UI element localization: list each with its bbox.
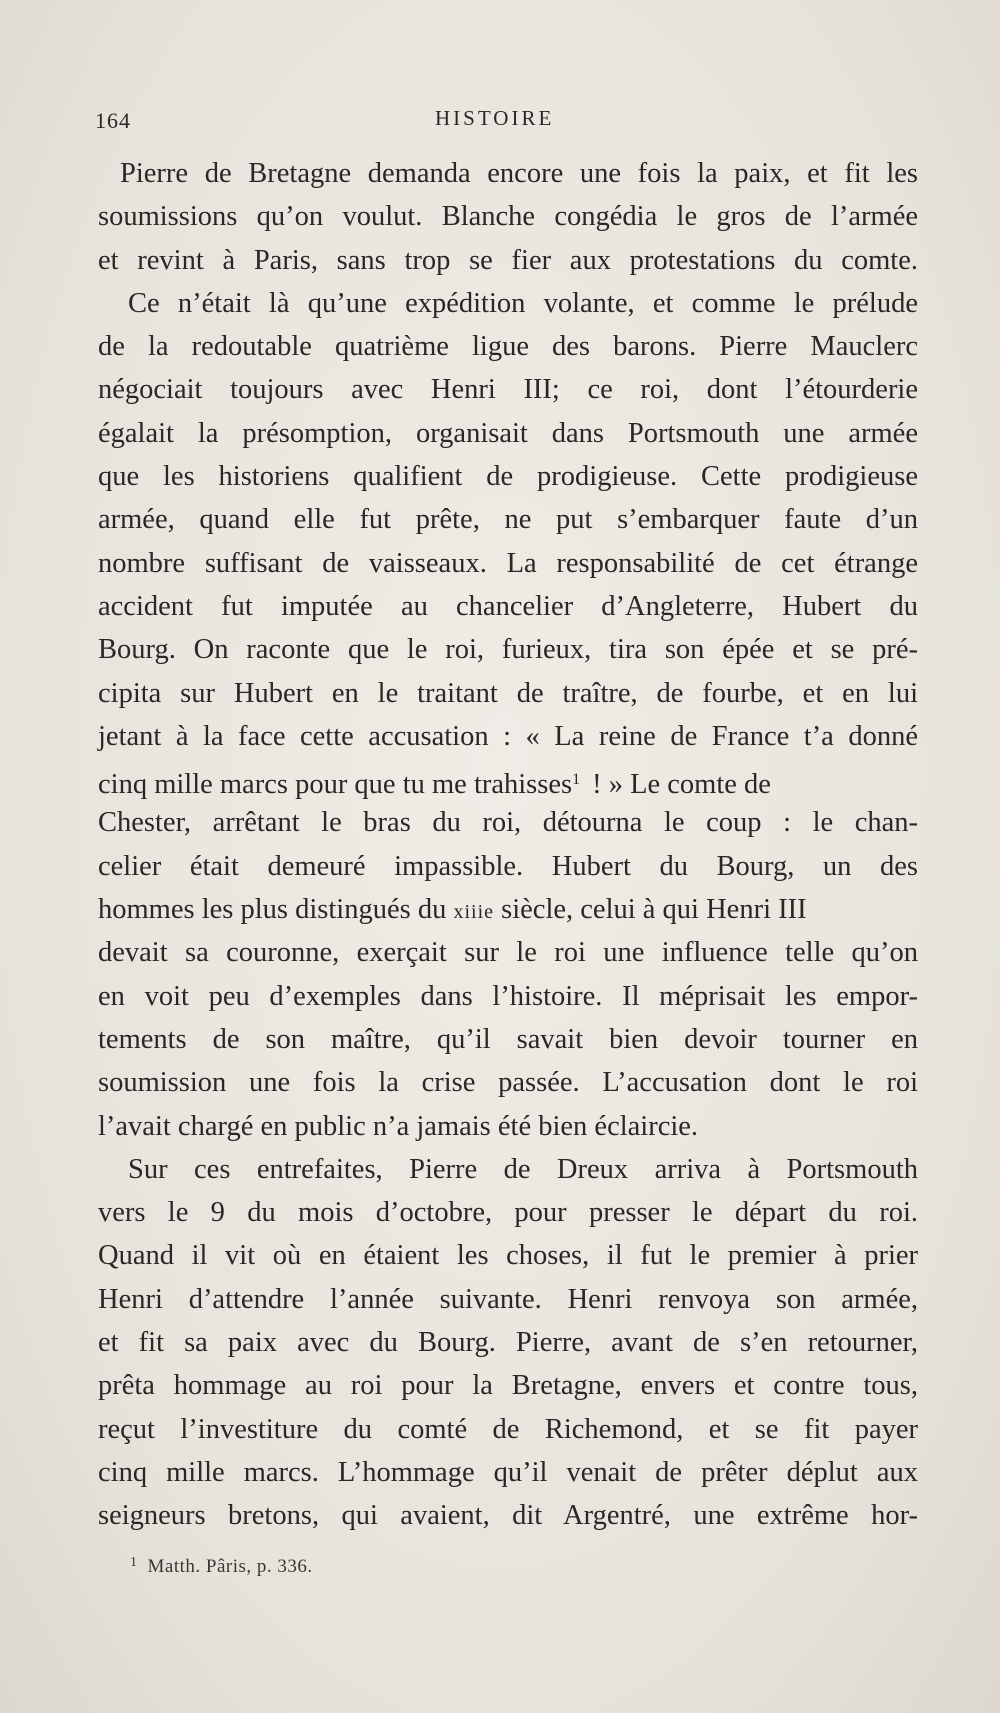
text-line: [98, 758, 918, 801]
text-line: Quand il vit où en étaient les choses, il fut le premier à prier: [98, 1240, 918, 1272]
text-segment: ! » Le comte de: [592, 769, 771, 801]
body-text: [98, 152, 918, 1538]
footnote-text: Matth. Pâris, p. 336.: [147, 1556, 313, 1577]
footnote-mark: 1: [130, 1555, 138, 1570]
text-line: jetant à la face cette accusation : « La reine de France t’a donné: [98, 720, 918, 752]
footnote-reference[interactable]: 1: [572, 771, 581, 789]
text-line: Henri d’attendre l’année suivante. Henri renvoya son armée,: [98, 1283, 918, 1315]
footnote: [130, 1555, 313, 1578]
text-line: cinq mille marcs. L’hommage qu’il venait de prêter déplut aux: [98, 1456, 918, 1488]
text-segment: hommes les plus distingués du: [98, 894, 454, 926]
text-line: et revint à Paris, sans trop se fier aux protestations du comte.: [98, 244, 918, 276]
text-line: de la redoutable quatrième ligue des barons. Pierre Mauclerc: [98, 331, 918, 363]
text-line: seigneurs bretons, qui avaient, dit Argentré, une extrême hor-: [98, 1500, 918, 1532]
text-line: que les historiens qualifient de prodigieuse. Cette prodigieuse: [98, 461, 918, 493]
text-line: Pierre de Bretagne demanda encore une fois la paix, et fit les: [120, 158, 918, 189]
text-line: égalait la présomption, organisait dans Portsmouth une armée: [98, 417, 918, 449]
text-line: armée, quand elle fut prête, ne put s’embarquer faute d’un: [98, 504, 918, 536]
text-segment: cinq mille marcs pour que tu me trahisses: [98, 769, 573, 801]
text-line: Chester, arrêtant le bras du roi, détourna le coup : le chan-: [98, 807, 918, 839]
text-line: négociait toujours avec Henri III; ce roi, dont l’étourderie: [98, 374, 918, 406]
text-line: Bourg. On raconte que le roi, furieux, tira son épée et se pré-: [98, 634, 918, 666]
text-line: accident fut imputée au chancelier d’Angleterre, Hubert du: [98, 590, 918, 622]
text-line: Sur ces entrefaites, Pierre de Dreux arriva à Portsmouth: [128, 1153, 918, 1185]
text-line: reçut l’investiture du comté de Richemond, et se fit payer: [98, 1413, 918, 1445]
running-head: HISTOIRE: [435, 106, 555, 130]
text-line: tements de son maître, qu’il savait bien devoir tourner en: [98, 1023, 918, 1055]
text-line: nombre suffisant de vaisseaux. La responsabilité de cet étrange: [98, 547, 918, 579]
text-line: prêta hommage au roi pour la Bretagne, envers et contre tous,: [98, 1370, 918, 1402]
text-line: et fit sa paix avec du Bourg. Pierre, avant de s’en retourner,: [98, 1327, 918, 1359]
page-number: 164: [95, 108, 131, 133]
text-line: cipita sur Hubert en le traitant de traître, de fourbe, et en lui: [98, 677, 918, 709]
text-line: soumission une fois la crise passée. L’accusation dont le roi: [98, 1067, 918, 1099]
text-line: devait sa couronne, exerçait sur le roi une influence telle qu’on: [98, 937, 918, 969]
text-line: vers le 9 du mois d’octobre, pour presser le départ du roi.: [98, 1197, 918, 1229]
century-numeral: xiiie: [453, 901, 495, 924]
text-line: Ce n’était là qu’une expédition volante, et comme le prélude: [128, 287, 918, 319]
text-segment: siècle, celui à qui Henri III: [494, 894, 807, 926]
text-line: [98, 888, 918, 931]
text-line: celier était demeuré impassible. Hubert du Bourg, un des: [98, 850, 918, 882]
text-line: en voit peu d’exemples dans l’histoire. Il méprisait les empor-: [98, 980, 918, 1012]
text-line: l’avait chargé en public n’a jamais été bien éclaircie.: [98, 1110, 699, 1142]
page-header: [95, 100, 905, 140]
text-line: soumissions qu’on voulut. Blanche congédia le gros de l’armée: [98, 201, 918, 233]
